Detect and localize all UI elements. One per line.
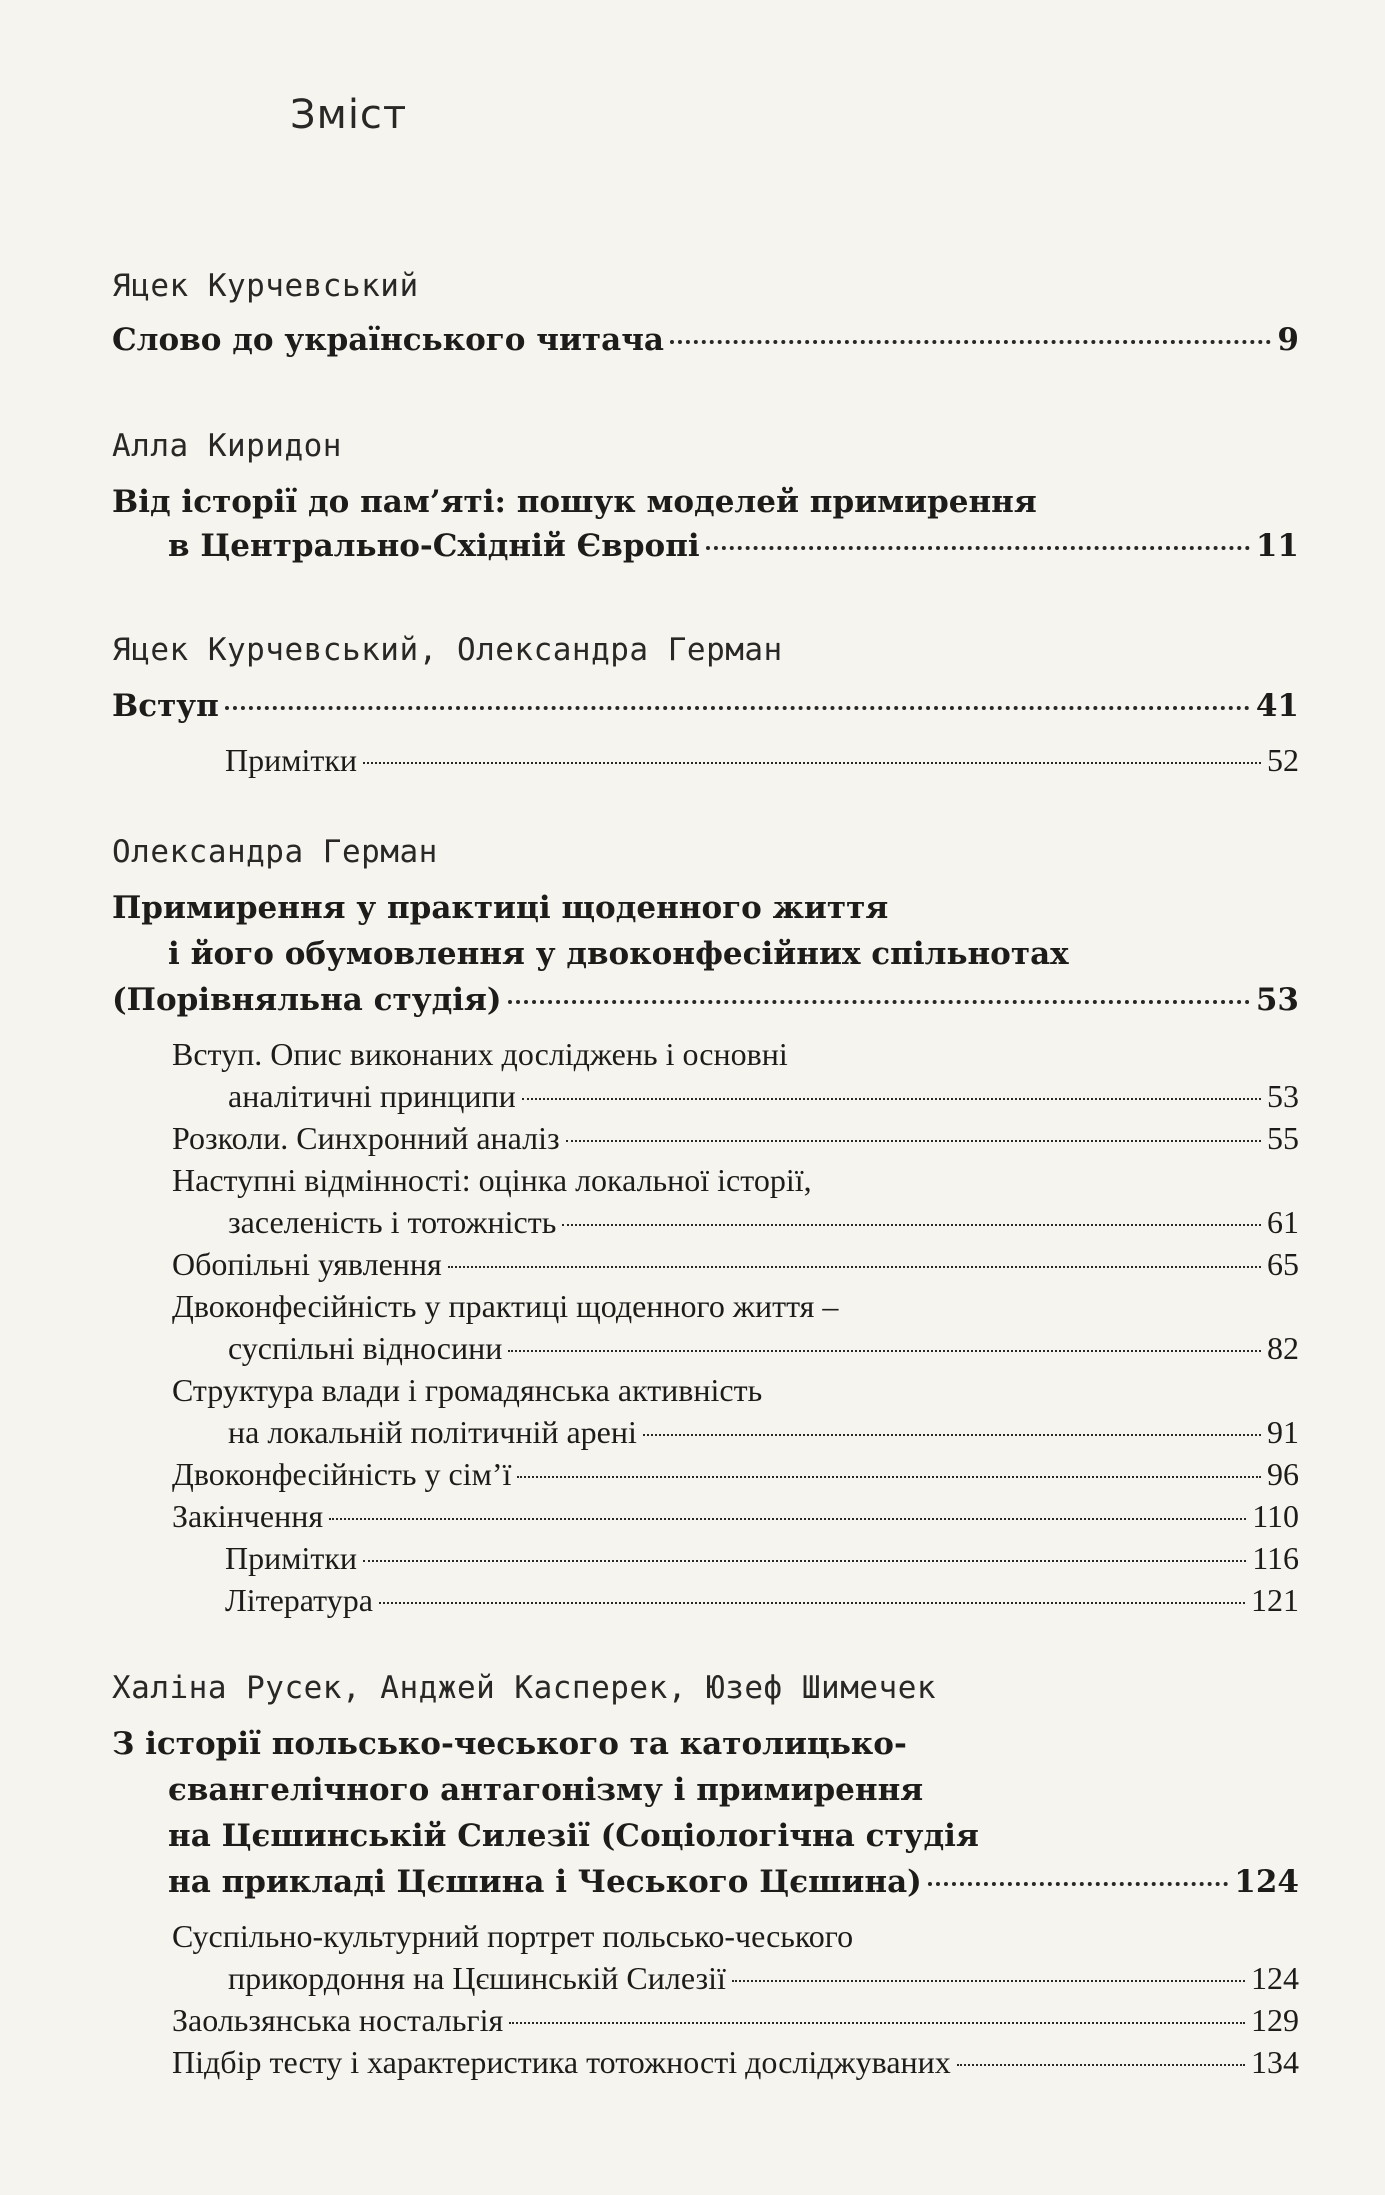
dot-leader xyxy=(508,1350,1261,1352)
page-number: 110 xyxy=(1252,1498,1299,1534)
dot-leader xyxy=(509,2022,1245,2024)
page-number: 116 xyxy=(1252,1540,1299,1576)
dot-leader xyxy=(363,762,1261,764)
page-number: 65 xyxy=(1267,1246,1299,1282)
author: Халіна Русек, Анджей Касперек, Юзеф Шимечек xyxy=(112,1670,937,1706)
author: Олександра Герман xyxy=(112,834,438,870)
dot-leader xyxy=(643,1434,1261,1436)
toc-subentry[interactable] xyxy=(172,1120,1299,1157)
author: Яцек Курчевський, Олександра Герман xyxy=(112,632,783,668)
toc-entry[interactable] xyxy=(168,1864,1299,1900)
page-number: 9 xyxy=(1277,322,1299,358)
entry-title: (Порівняльна студія) xyxy=(112,982,502,1018)
page-number: 121 xyxy=(1251,1582,1299,1618)
toc-subentry[interactable] xyxy=(172,1246,1299,1283)
dot-leader xyxy=(670,340,1271,344)
toc-subentry[interactable] xyxy=(225,1540,1299,1577)
toc-entry[interactable] xyxy=(112,688,1299,724)
entry-title: З історії польсько-чеського та католицько- xyxy=(112,1726,907,1762)
subentry-title: Примітки xyxy=(225,742,358,778)
entry-title: на прикладі Цєшина і Чеського Цєшина) xyxy=(168,1864,922,1900)
entry-title: Слово до українського читача xyxy=(112,322,665,358)
toc-subentry[interactable] xyxy=(225,742,1299,779)
page-number: 41 xyxy=(1255,688,1299,724)
subentry-title: Суспільно-культурний портрет польсько-чеського xyxy=(172,1918,854,1954)
dot-leader xyxy=(329,1518,1246,1520)
subentry-title: Розколи. Синхронний аналіз xyxy=(172,1120,560,1156)
subentry-title: аналітичні принципи xyxy=(228,1078,516,1114)
toc-subentry[interactable] xyxy=(172,1498,1299,1535)
entry-title: Вступ xyxy=(112,688,219,724)
page-number: 53 xyxy=(1255,982,1299,1018)
dot-leader xyxy=(928,1882,1228,1886)
toc-subentry[interactable] xyxy=(172,2002,1299,2039)
dot-leader xyxy=(517,1476,1261,1478)
toc-heading: Зміст xyxy=(290,92,408,138)
subentry-title: Наступні відмінності: оцінка локальної історії, xyxy=(172,1162,812,1198)
dot-leader xyxy=(508,1000,1250,1004)
subentry-title: заселеність і тотожність xyxy=(228,1204,557,1240)
subentry-title: Структура влади і громадянська активність xyxy=(172,1372,763,1408)
page-number: 53 xyxy=(1267,1078,1299,1114)
toc-subentry[interactable] xyxy=(228,1414,1299,1451)
entry-title: і його обумовлення у двоконфесійних спільнотах xyxy=(168,936,1069,972)
page-number: 91 xyxy=(1267,1414,1299,1450)
page-number: 82 xyxy=(1267,1330,1299,1366)
toc-subentry[interactable] xyxy=(228,1078,1299,1115)
page-number: 96 xyxy=(1267,1456,1299,1492)
dot-leader xyxy=(566,1140,1261,1142)
page-number: 55 xyxy=(1267,1120,1299,1156)
dot-leader xyxy=(957,2064,1245,2066)
page-number: 52 xyxy=(1267,742,1299,778)
entry-title: в Центрально-Східній Європі xyxy=(168,528,700,564)
subentry-title: Примітки xyxy=(225,1540,358,1576)
dot-leader xyxy=(706,546,1250,550)
dot-leader xyxy=(562,1224,1261,1226)
subentry-title: Закінчення xyxy=(172,1498,324,1534)
dot-leader xyxy=(225,706,1250,710)
entry-title: Від історії до пам’яті: пошук моделей примирення xyxy=(112,484,1037,520)
toc-subentry[interactable] xyxy=(172,1456,1299,1493)
toc-subentry[interactable] xyxy=(228,1330,1299,1367)
dot-leader xyxy=(522,1098,1261,1100)
subentry-title: Обопільні уявлення xyxy=(172,1246,442,1282)
dot-leader xyxy=(379,1602,1245,1604)
subentry-title: Підбір тесту і характеристика тотожності досліджуваних xyxy=(172,2044,951,2080)
page-number: 124 xyxy=(1234,1864,1299,1900)
page-number: 124 xyxy=(1251,1960,1299,1996)
subentry-title: Вступ. Опис виконаних досліджень і основні xyxy=(172,1036,788,1072)
toc-entry[interactable] xyxy=(168,528,1299,564)
entry-title: на Цєшинській Силезії (Соціологічна студія xyxy=(168,1818,979,1854)
toc-subentry[interactable] xyxy=(172,2044,1299,2081)
subentry-title: прикордоння на Цєшинській Силезії xyxy=(228,1960,726,1996)
page-number: 61 xyxy=(1267,1204,1299,1240)
page-number: 11 xyxy=(1255,528,1299,564)
author: Алла Киридон xyxy=(112,428,342,464)
entry-title: Примирення у практиці щоденного життя xyxy=(112,890,889,926)
toc-subentry[interactable] xyxy=(225,1582,1299,1619)
subentry-title: на локальній політичній арені xyxy=(228,1414,637,1450)
dot-leader xyxy=(448,1266,1261,1268)
subentry-title: суспільні відносини xyxy=(228,1330,503,1366)
author: Яцек Курчевський xyxy=(112,268,419,304)
subentry-title: Двоконфесійність у сім’ї xyxy=(172,1456,512,1492)
page-number: 134 xyxy=(1251,2044,1299,2080)
toc-entry[interactable] xyxy=(112,322,1299,358)
dot-leader xyxy=(363,1560,1246,1562)
toc-entry[interactable] xyxy=(112,982,1299,1018)
entry-title: євангелічного антагонізму і примирення xyxy=(168,1772,924,1808)
subentry-title: Література xyxy=(225,1582,373,1618)
toc-subentry[interactable] xyxy=(228,1960,1299,1997)
dot-leader xyxy=(732,1980,1245,1982)
toc-subentry[interactable] xyxy=(228,1204,1299,1241)
subentry-title: Заользянська ностальгія xyxy=(172,2002,504,2038)
subentry-title: Двоконфесійність у практиці щоденного життя – xyxy=(172,1288,839,1324)
page-number: 129 xyxy=(1251,2002,1299,2038)
